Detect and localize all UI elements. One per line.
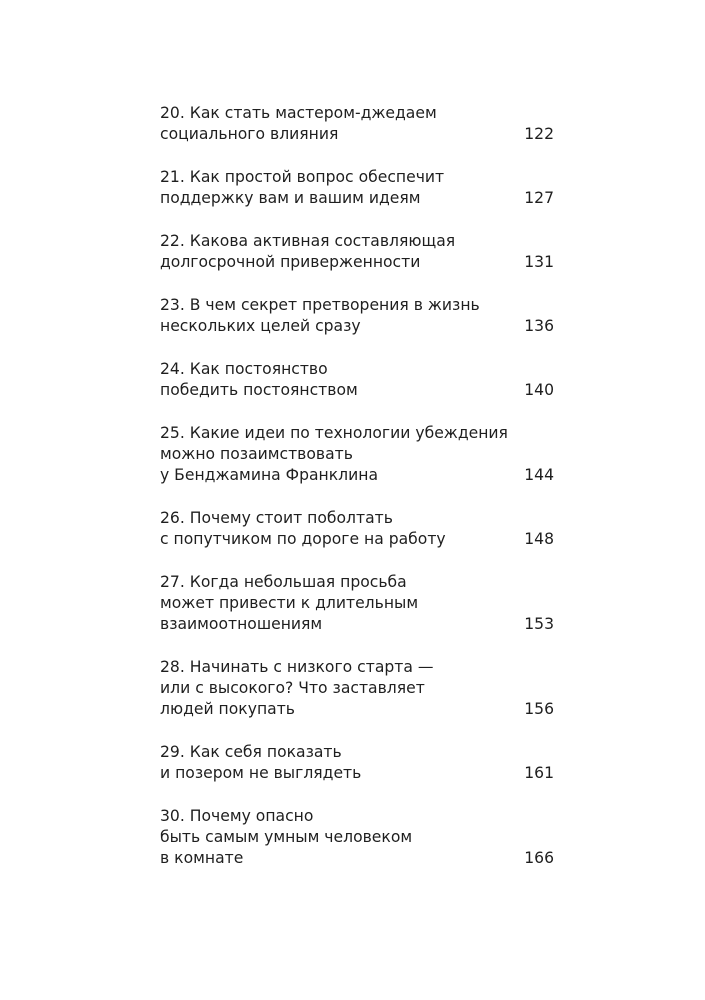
toc-page-number: 156 — [524, 700, 554, 718]
toc-entry-line: победить постоянством — [160, 381, 358, 399]
toc-entry-line: с попутчиком по дороге на работу — [160, 530, 446, 548]
toc-entry-27[interactable] — [160, 572, 554, 635]
toc-entry-30[interactable] — [160, 806, 554, 869]
toc-entry-20[interactable] — [160, 103, 554, 145]
toc-entry-line: людей покупать — [160, 700, 295, 718]
toc-entry-line: 22. Какова активная составляющая — [160, 232, 456, 250]
toc-entry-23[interactable] — [160, 295, 554, 337]
toc-entry-24[interactable] — [160, 359, 554, 401]
toc-entry-title — [160, 103, 500, 145]
toc-entry-line: у Бенджамина Франклина — [160, 466, 379, 484]
toc-entry-line: 28. Начинать с низкого старта — — [160, 658, 434, 676]
toc-entry-22[interactable] — [160, 231, 554, 273]
toc-entry-line: быть самым умным человеком — [160, 828, 413, 846]
toc-entry-title — [160, 742, 500, 784]
toc-entry-26[interactable] — [160, 508, 554, 550]
toc-entry-title — [160, 423, 508, 486]
toc-entry-line: 23. В чем секрет претворения в жизнь — [160, 296, 480, 314]
toc-entry-title — [160, 508, 500, 550]
table-of-contents — [160, 103, 554, 869]
toc-entry-line: нескольких целей сразу — [160, 317, 361, 335]
toc-entry-title — [160, 806, 500, 869]
toc-entry-line: социального влияния — [160, 125, 339, 143]
toc-page-number: 122 — [524, 125, 554, 143]
toc-entry-line: взаимоотношениям — [160, 615, 323, 633]
toc-entry-25[interactable] — [160, 423, 554, 486]
toc-entry-29[interactable] — [160, 742, 554, 784]
toc-entry-line: в комнате — [160, 849, 244, 867]
toc-page-number: 161 — [524, 764, 554, 782]
toc-page-number: 140 — [524, 381, 554, 399]
toc-entry-line: и позером не выглядеть — [160, 764, 362, 782]
toc-page-number: 144 — [524, 466, 554, 484]
toc-entry-title — [160, 572, 500, 635]
toc-entry-title — [160, 231, 500, 273]
toc-entry-line: может привести к длительным — [160, 594, 419, 612]
toc-entry-line: долгосрочной приверженности — [160, 253, 421, 271]
toc-page-number: 166 — [524, 849, 554, 867]
toc-entry-line: 26. Почему стоит поболтать — [160, 509, 393, 527]
toc-entry-line: 25. Какие идеи по технологии убеждения — [160, 424, 508, 442]
toc-entry-line: 27. Когда небольшая просьба — [160, 573, 407, 591]
toc-entry-title — [160, 295, 500, 337]
toc-entry-21[interactable] — [160, 167, 554, 209]
toc-entry-line: поддержку вам и вашим идеям — [160, 189, 421, 207]
toc-page-number: 136 — [524, 317, 554, 335]
toc-entry-line: 30. Почему опасно — [160, 807, 314, 825]
toc-entry-line: 20. Как стать мастером-джедаем — [160, 104, 437, 122]
toc-page-number: 131 — [524, 253, 554, 271]
toc-entry-line: или с высокого? Что заставляет — [160, 679, 425, 697]
toc-entry-title — [160, 167, 500, 209]
toc-entry-title — [160, 359, 500, 401]
toc-entry-title — [160, 657, 500, 720]
toc-entry-line: 24. Как постоянство — [160, 360, 328, 378]
toc-entry-line: можно позаимствовать — [160, 445, 353, 463]
toc-page-number: 153 — [524, 615, 554, 633]
toc-entry-line: 21. Как простой вопрос обеспечит — [160, 168, 445, 186]
toc-page-number: 127 — [524, 189, 554, 207]
toc-page-number: 148 — [524, 530, 554, 548]
toc-entry-28[interactable] — [160, 657, 554, 720]
toc-entry-line: 29. Как себя показать — [160, 743, 342, 761]
